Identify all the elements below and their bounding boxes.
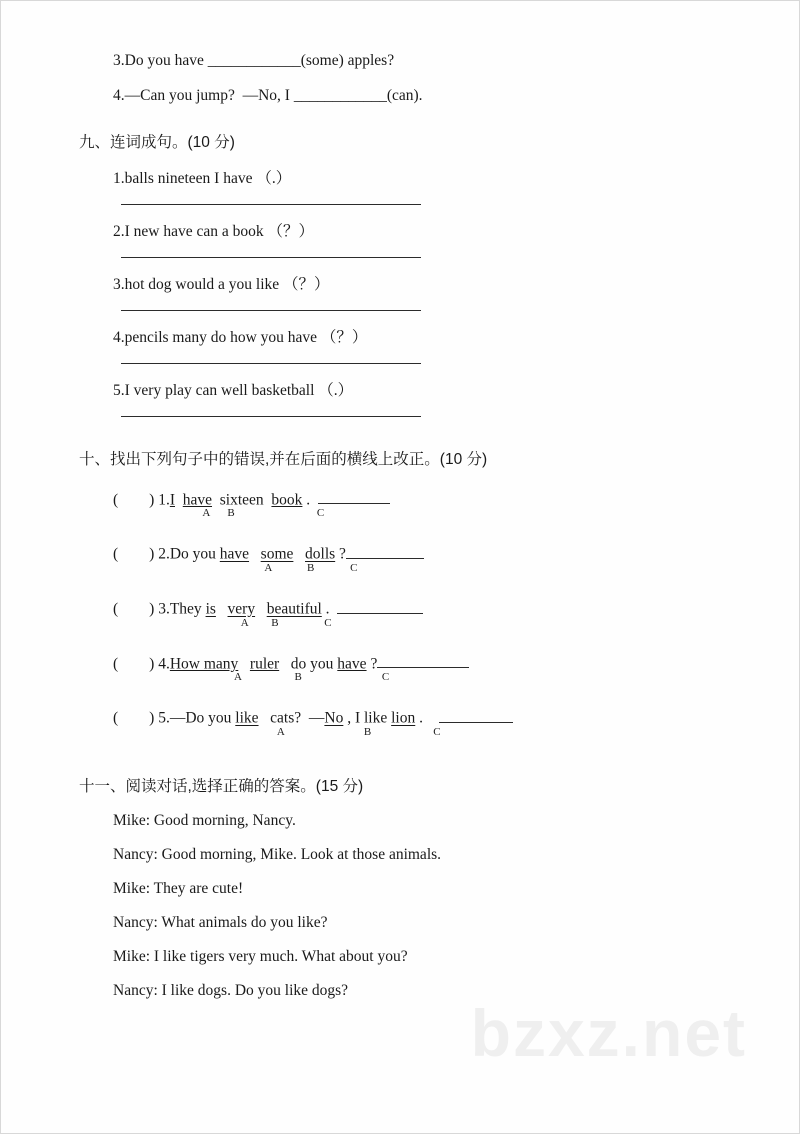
underlined-option[interactable]: ruler: [249, 655, 280, 673]
sentence-text: ?: [366, 655, 378, 673]
sentence-text: .: [321, 600, 338, 618]
section-heading-11: 十一、阅读对话,选择正确的答案。(15 分): [79, 778, 364, 796]
sentence-text: cats? —: [258, 710, 325, 728]
question-item: 2.I new have can a book （？）: [113, 222, 315, 240]
choice-bracket[interactable]: ( ) 3.: [113, 600, 170, 618]
option-markers: [113, 509, 729, 523]
sentence-text: sixteen: [212, 491, 272, 509]
question-item: 3.Do you have ____________(some) apples?: [113, 52, 395, 69]
error-sentence: [113, 489, 729, 510]
dialogue-line: Mike: I like tigers very much. What about you?: [113, 948, 408, 966]
error-correction-item: [79, 653, 729, 688]
watermark: bzxz.net: [470, 996, 747, 1070]
option-marker: B: [294, 671, 302, 684]
underlined-option[interactable]: is: [205, 600, 216, 618]
option-markers: [113, 728, 729, 742]
underlined-option[interactable]: How many: [169, 655, 239, 673]
option-marker: C: [316, 507, 325, 520]
option-markers: [113, 673, 729, 687]
answer-line[interactable]: [121, 310, 421, 311]
underlined-option[interactable]: dolls: [305, 545, 336, 563]
option-marker: B: [307, 561, 315, 574]
option-marker: A: [240, 616, 249, 629]
choice-bracket[interactable]: ( ) 5.: [113, 710, 170, 728]
correction-blank[interactable]: [377, 653, 469, 669]
underlined-option[interactable]: beautiful: [266, 600, 322, 618]
sentence-text: .: [302, 491, 318, 509]
sentence-text: .: [415, 710, 439, 728]
dialogue-line: Nancy: What animals do you like?: [113, 914, 328, 932]
underlined-option[interactable]: lion: [391, 710, 416, 728]
error-sentence: [113, 598, 729, 619]
answer-line[interactable]: [121, 416, 421, 417]
correction-blank[interactable]: [346, 543, 424, 559]
choice-bracket[interactable]: ( ) 4.: [113, 655, 170, 673]
error-correction-list: [79, 489, 729, 743]
sentence-text: [238, 655, 250, 672]
underlined-option[interactable]: No: [324, 710, 344, 728]
option-marker: A: [264, 561, 273, 574]
error-correction-item: [79, 543, 729, 578]
dialogue-line: Mike: They are cute!: [113, 880, 244, 898]
question-item: 4.pencils many do how you have （？）: [113, 328, 368, 346]
question-item: 5.I very play can well basketball （.）: [113, 381, 354, 399]
question-item: 4.—Can you jump? —No, I ____________(can).: [113, 87, 423, 105]
question-item: 3.hot dog would a you like （？）: [113, 275, 330, 293]
sentence-text: [249, 546, 261, 563]
sentence-text: , I like: [343, 710, 392, 728]
answer-line[interactable]: [121, 204, 421, 205]
underlined-option[interactable]: have: [182, 491, 213, 509]
error-correction-item: [79, 598, 729, 633]
option-marker: C: [324, 616, 332, 629]
error-correction-item: [79, 489, 729, 524]
sentence-text: —Do you: [169, 710, 236, 728]
sentence-text: [216, 601, 228, 618]
error-sentence: [113, 543, 729, 564]
sentence-text: They: [169, 600, 206, 618]
worksheet-content: [79, 49, 729, 1000]
option-markers: [113, 616, 729, 633]
dialogue-line: Nancy: Good morning, Mike. Look at those animals.: [113, 846, 442, 864]
correction-blank[interactable]: [318, 489, 390, 505]
choice-bracket[interactable]: ( ) 2.: [113, 545, 170, 563]
option-marker: C: [433, 726, 441, 739]
answer-line[interactable]: [121, 257, 421, 258]
option-marker: A: [202, 507, 211, 520]
option-marker: A: [234, 671, 242, 684]
sentence-text: [255, 601, 267, 618]
underlined-option[interactable]: book: [271, 491, 303, 509]
sentence-text: ?: [335, 545, 346, 563]
underlined-option[interactable]: like: [235, 710, 259, 728]
option-marker: B: [227, 507, 235, 520]
question-item: 1.balls nineteen I have （.）: [113, 169, 292, 187]
choice-bracket[interactable]: ( ) 1.: [113, 491, 170, 509]
sentence-text: do you: [279, 655, 338, 673]
underlined-option[interactable]: have: [337, 655, 367, 673]
option-markers: [113, 561, 729, 578]
answer-line[interactable]: [121, 363, 421, 364]
option-marker: B: [363, 726, 372, 739]
dialogue-line: Mike: Good morning, Nancy.: [113, 812, 296, 830]
option-marker: C: [381, 671, 390, 684]
section-heading-10: 十、找出下列句子中的错误,并在后面的横线上改正。(10 分): [79, 450, 488, 468]
error-correction-item: [79, 707, 729, 742]
dialogue-line: Nancy: I like dogs. Do you like dogs?: [113, 982, 349, 1000]
option-marker: C: [350, 561, 358, 574]
sentence-text: Do you: [169, 545, 220, 563]
option-marker: B: [271, 616, 279, 629]
underlined-option[interactable]: have: [219, 545, 250, 563]
correction-blank[interactable]: [439, 707, 513, 723]
underlined-option[interactable]: some: [260, 545, 294, 563]
error-sentence: [113, 653, 729, 674]
sentence-text: [175, 491, 183, 508]
underlined-option[interactable]: I: [169, 491, 175, 509]
option-marker: A: [276, 726, 285, 739]
correction-blank[interactable]: [337, 598, 423, 614]
error-sentence: [113, 707, 729, 728]
underlined-option[interactable]: very: [227, 600, 256, 618]
section-heading-9: 九、连词成句。(10 分): [79, 133, 235, 151]
sentence-text: [293, 546, 305, 563]
